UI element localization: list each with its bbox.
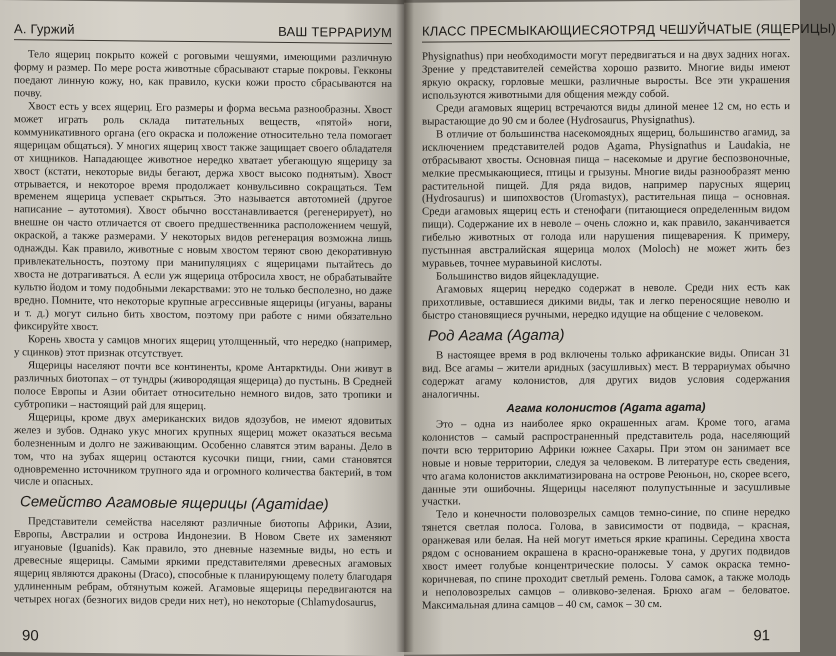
left-page xyxy=(0,0,404,656)
right-page xyxy=(404,0,836,655)
author-header: А. Гуржий xyxy=(14,21,75,37)
right-body-text xyxy=(422,48,790,613)
paragraph: Корень хвоста у самцов многих ящериц утолщенный, что нередко (например, у сцинков) этот признак отсутствует. xyxy=(14,333,392,360)
left-running-header xyxy=(14,4,392,44)
paragraph: Тело ящериц покрыто кожей с роговыми чешуями, имеющими различную форму и размер. По мере роста животные сбрасывают старые покровы. Гекконы поедают линную кожу, но, как правило, куски кожи просто сбрасываются на почву. xyxy=(14,48,392,100)
paragraph: В настоящее время в род включены только африканские виды. Описан 31 вид. Все агамы – жители аридных (засушливых) мест. В террариумах обычно содержат агаму колонистов, для других видов условия содержания аналогичны. xyxy=(422,347,790,401)
page-number-right: 91 xyxy=(753,627,770,645)
paragraph: Тело и конечности половозрелых самцов темно-синие, по спине нередко тянется светлая полоса. Голова, в зависимости от подвида, – красная, оранжевая или белая. На ней могут иметься яркие крапины. Середина хвоста рядом с основанием окрашена в красно-оранжевые тона, у других подвидов хвост имеет голубые концентрические полосы. У самок окраска темно-коричневая, по спине проходит светлый ремень. Голова самок, а также молодь и неполовозрелых самцов – оливково-зеленая. Брюхо агам – беловатое. Максимальная длина самцов – 40 см, самок – 30 см. xyxy=(422,506,790,612)
paragraph: Представители семейства населяют различные биотопы Африки, Азии, Европы, Австралии и острова Индонезии. В Новом Свете их заменяют игуановые (Iguanids). Как правило, это дневные наземные виды, но есть и древесные ящерицы. Самыми яркими представителями древесных агамовых ящериц являются драконы (Draco), способные к планирующему полету благодаря удлиненным ребрам, обтянутым кожей. Агамовые ящерицы передвигаются на четырех ногах (безногих видов среди них нет), но некоторые (Chlamydosaurus, xyxy=(14,515,392,610)
book-title-header: ВАШ ТЕРРАРИУМ xyxy=(278,23,392,41)
paragraph: Агамовых ящериц нередко содержат в неволе. Среди них есть как прихотливые, оставшиеся дикими виды, так и легко переносящие неволю и быстро становящиеся ручными, нередко идущие на общение с человеком. xyxy=(422,281,790,322)
paragraph: Среди агамовых ящериц встречаются виды длиной менее 12 см, но есть и вырастающие до 90 см и более (Hydrosaurus, Physignathus). xyxy=(422,99,790,128)
paragraph: Большинство видов яйцекладущие. xyxy=(436,269,600,283)
order-header: ОТРЯД ЧЕШУЙЧАТЫЕ (ЯЩЕРИЦЫ) xyxy=(609,20,836,38)
section-heading-agamidae: Семейство Агамовые ящерицы (Agamidae) xyxy=(20,493,329,514)
page-number-left: 90 xyxy=(22,627,39,645)
paragraph: В отличие от большинства насекомоядных ящериц, большинство агамид, за исключением представителей родов Agama, Physignathus и Laudakia, не отбрасывают хвосты. Основная пища – насекомые и другие беспозвоночные, мелкие пресмыкающиеся, птицы и грызуны. Многие виды разнообразят меню растительной пищей. Для ряда видов, например парусных ящериц (Hydrosaurus) и шипохвостов (Uromastyx), растительная пища – основная. Среди агамовых ящериц есть и стенофаги (питающиеся определенным видом пищи). Содержание их в неволе – очень сложно и, как правило, заканчивается гибелью животных от голода или нарушения пищеварения. К примеру, пустынная австралийская ящерица молох (Moloch) не может жить без муравьев, точнее муравьиной кислоты. xyxy=(422,125,790,270)
left-body-text xyxy=(14,48,392,610)
section-heading-agama: Род Агама (Agama) xyxy=(428,326,565,345)
paragraph: Хвост есть у всех ящериц. Его размеры и форма весьма разнообразны. Хвост может играть роль склада питательных веществ, «пятой» ноги, коммуникативного органа (его окраска и положение относительно тела помогает ящерицам общаться). У многих ящериц хвост также защищает своего обладателя от хищников. Нападающее животное нередко хватает убегающую ящерицу за хвост (кстати, некоторые виды бегают, держа хвост высоко поднятым). Хвост отрывается, и некоторое время продолжает конвульсивно сокращаться. Тем временем ящерица успевает скрыться. Это называется автотомией (другое написание – аутотомия). Хвост обычно восстанавливается (регенерирует), но внешне он часто отличается от своего предшественника расположением чешуй, окраской, а также размерами. У некоторых видов регенерация возможна лишь однажды. Как правило, животные с новым хвостом теряют свою декоративную привлекательность, поэтому при манипуляциях с ящерицами пытайтесь до хвоста не дотрагиваться. А если уж ящерица отбросила хвост, не обрабатывайте культю йодом и тому подобными лекарствами: это не только бесполезно, но даже вредно. Помните, что некоторые крупные агрессивные ящерицы (игуаны, вараны и т. д.) могут сильно бить хвостом, поэтому при работе с ними обязательно фиксируйте хвост. xyxy=(14,100,392,334)
paragraph: Ящерицы населяют почти все континенты, кроме Антарктиды. Они живут в различных биотопах – от тундры (живородящая ящерица) до пустынь. В Средней полосе Европы и Азии обитает относительно немного видов, зато тропики и субтропики – настоящий рай для ящериц. xyxy=(14,359,392,412)
book-gutter xyxy=(396,0,414,652)
paragraph: Physignathus) при необходимости могут передвигаться и на двух задних ногах. Зрение у представителей семейства хорошо развито. Многие виды имеют яркую окраску, горловые мешки, различные выросты. Все эти украшения используются животными для общения между собой. xyxy=(422,48,790,102)
class-header: КЛАСС ПРЕСМЫКАЮЩИЕСЯ xyxy=(422,22,610,39)
subheading-agama-agama: Агама колонистов (Agama agama) xyxy=(506,401,706,415)
right-running-header xyxy=(422,4,836,43)
paragraph: Ящерицы, кроме двух американских видов ядозубов, не имеют ядовитых желез и зубов. Однако укус многих крупных ящериц может оказаться весьма болезненным и долго не заживающим. Особенно славятся этим вараны. Дело в том, что на зубах ящериц остаются кусочки пищи, гнии, сами становятся одновременно источником трупного яда и огромного количества бактерий, в том числе и опасных. xyxy=(14,410,392,489)
paragraph: Это – одна из наиболее ярко окрашенных агам. Кроме того, агама колонистов – самый распространенный представитель рода, населяющий почти всю территорию Африки южнее Сахары. При этом он занимает все новые и новые территории, следуя за человеком. В литературе есть сведения, что агама колонистов акклиматизирована на острове Реюньон, но, скорее всего, данные эти ошибочны. Ящерицы населяют полупустынные и засушливые участки. xyxy=(422,415,790,509)
